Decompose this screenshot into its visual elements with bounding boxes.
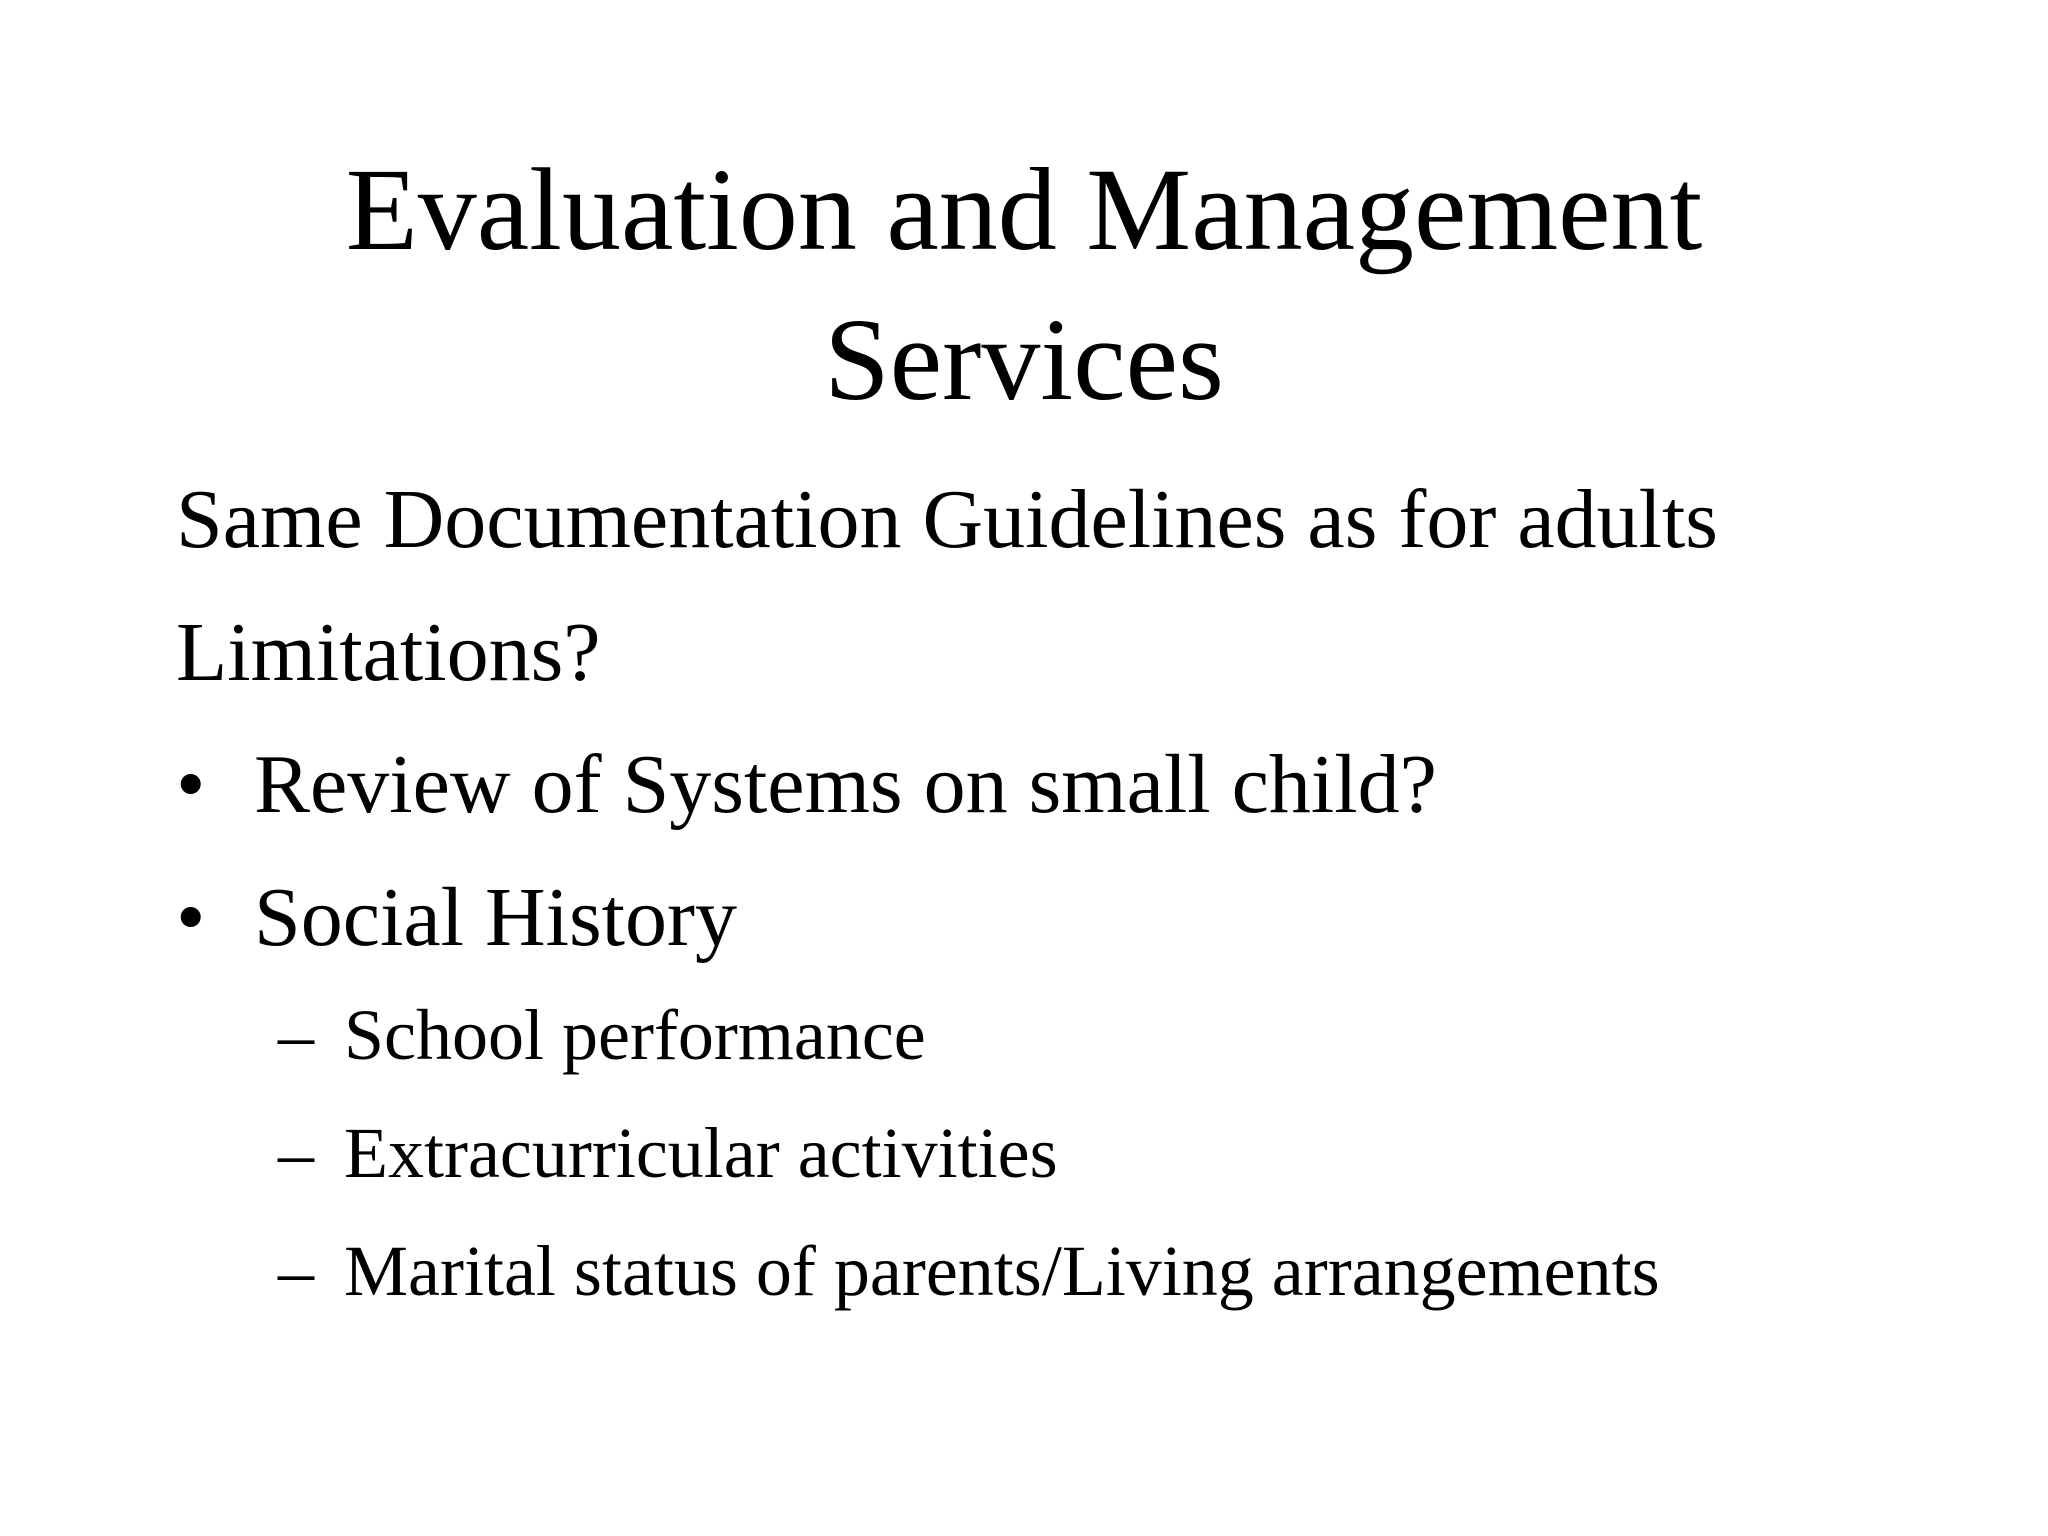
sub-bullet-item [278,990,926,1080]
sub-bullet-item [278,1226,1660,1316]
dash-icon: – [278,995,314,1075]
bullet-item [176,735,1437,835]
bullet-text: Review of Systems on small child? [254,738,1437,831]
dash-icon: – [278,1231,314,1311]
slide-title [0,135,2048,435]
bullet-icon: • [176,738,206,831]
body-line-limitations: Limitations? [176,606,601,699]
slide-title-line-1: Evaluation and Management [345,144,1703,275]
dash-icon: – [278,1113,314,1193]
sub-bullet-text: Marital status of parents/Living arrangements [344,1231,1660,1311]
sub-bullet-text: School performance [344,995,926,1075]
bullet-text: Social History [254,871,737,964]
sub-bullet-text: Extracurricular activities [344,1113,1058,1193]
body-line-documentation: Same Documentation Guidelines as for adults [176,473,1718,566]
bullet-icon: • [176,871,206,964]
bullet-item [176,868,737,968]
slide-title-line-2: Services [824,294,1224,425]
sub-bullet-item [278,1108,1058,1198]
